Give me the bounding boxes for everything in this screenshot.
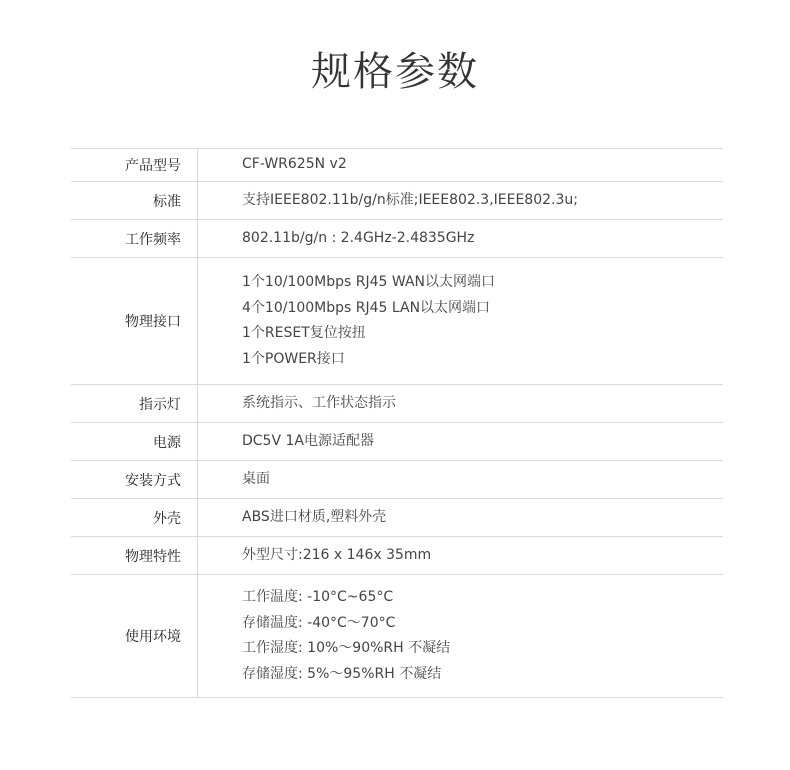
spec-value-line: 存储温度: -40°C～70°C	[242, 614, 396, 631]
page-title: 规格参数	[311, 49, 479, 95]
spec-value-line: 桌面	[242, 470, 270, 487]
spec-value-line: 存储湿度: 5%～95%RH 不凝结	[242, 665, 442, 682]
spec-label: 安装方式	[71, 461, 198, 499]
spec-value-line: 1个POWER接口	[242, 350, 345, 367]
spec-value-line: 系统指示、工作状态指示	[242, 394, 396, 411]
spec-label: 产品型号	[71, 149, 198, 182]
spec-value-line: 1个RESET复位按扭	[242, 325, 366, 341]
spec-value-line: ABS进口材质,塑料外壳	[242, 508, 387, 525]
spec-value	[198, 537, 724, 575]
spec-value-line: 802.11b/g/n : 2.4GHz-2.4835GHz	[242, 229, 475, 246]
spec-value-line: 工作温度: -10°C~65°C	[242, 589, 394, 605]
spec-value	[198, 575, 724, 698]
spec-value-line: 外型尺寸:216 x 146x 35mm	[242, 546, 432, 563]
spec-row-model	[71, 149, 723, 182]
spec-row-frequency	[71, 220, 723, 258]
spec-value	[198, 385, 724, 423]
spec-value	[198, 258, 724, 385]
spec-label: 使用环境	[71, 575, 198, 698]
spec-label: 物理特性	[71, 537, 198, 575]
spec-value	[198, 182, 724, 220]
spec-value-line: CF-WR625N v2	[242, 156, 347, 173]
spec-row-power	[71, 423, 723, 461]
spec-value-line: 支持IEEE802.11b/g/n标准;IEEE802.3,IEEE802.3u;	[242, 191, 578, 208]
spec-label: 电源	[71, 423, 198, 461]
spec-label: 工作频率	[71, 220, 198, 258]
spec-value	[198, 461, 724, 499]
spec-value-line: DC5V 1A电源适配器	[242, 432, 374, 449]
spec-value	[198, 499, 724, 537]
spec-value	[198, 423, 724, 461]
spec-value-line: 1个10/100Mbps RJ45 WAN以太网端口	[242, 274, 496, 290]
spec-label: 指示灯	[71, 385, 198, 423]
spec-row-interfaces	[71, 258, 723, 385]
spec-row-casing	[71, 499, 723, 537]
spec-value	[198, 220, 724, 258]
spec-label: 标准	[71, 182, 198, 220]
spec-row-environment	[71, 575, 723, 698]
spec-row-physical	[71, 537, 723, 575]
spec-label: 物理接口	[71, 258, 198, 385]
spec-value	[198, 149, 724, 182]
spec-value-line: 4个10/100Mbps RJ45 LAN以太网端口	[242, 299, 491, 316]
spec-table	[71, 148, 723, 698]
spec-value-line: 工作湿度: 10%～90%RH 不凝结	[242, 640, 451, 656]
spec-row-installation	[71, 461, 723, 499]
spec-row-indicators	[71, 385, 723, 423]
spec-label: 外壳	[71, 499, 198, 537]
spec-row-standard	[71, 182, 723, 220]
